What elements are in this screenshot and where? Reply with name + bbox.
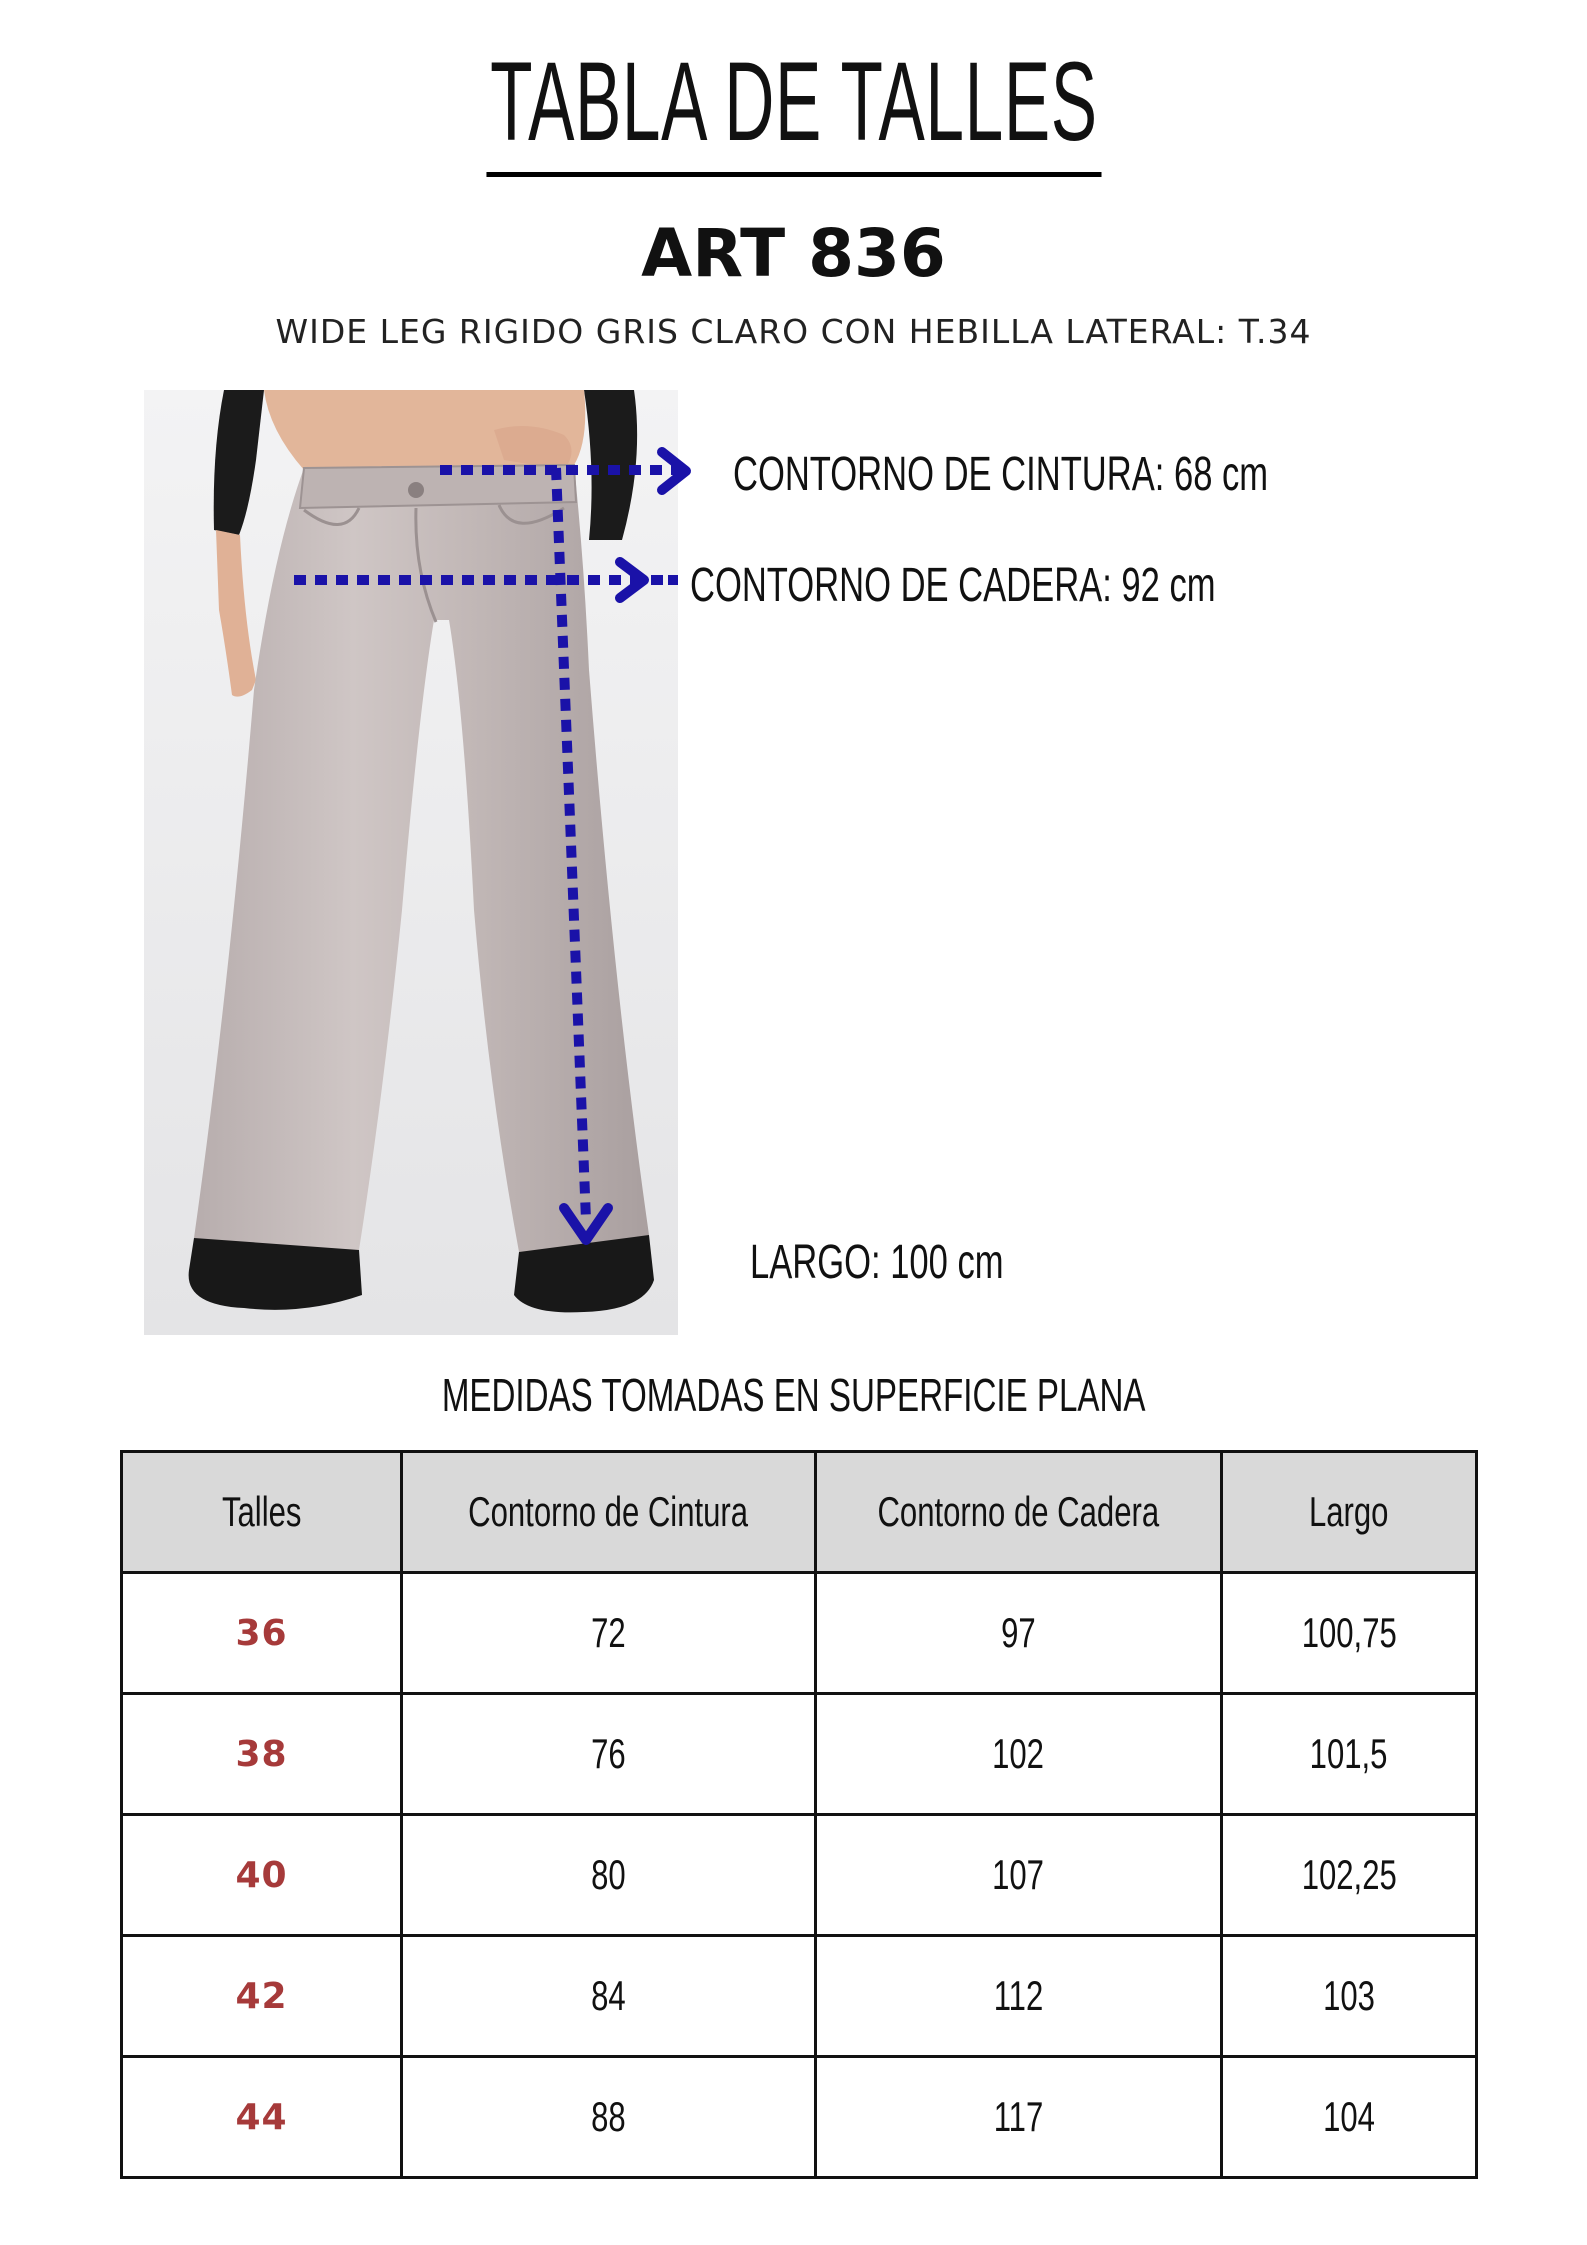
article-code: ART 836 [641, 215, 946, 292]
table-row [122, 2057, 1477, 2178]
hip-cell: 102 [816, 1694, 1222, 1815]
size-cell: 44 [122, 2057, 402, 2178]
length-cell: 100,75 [1222, 1573, 1477, 1694]
hip-cell: 117 [816, 2057, 1222, 2178]
size-cell: 36 [122, 1573, 402, 1694]
length-measurement: LARGO: 100 cm [750, 1236, 1004, 1289]
product-description: WIDE LEG RIGIDO GRIS CLARO CON HEBILLA LATERAL: T.34 [275, 312, 1312, 351]
hip-cell: 112 [816, 1936, 1222, 2057]
header-talles: Talles [122, 1452, 402, 1573]
table-row [122, 1815, 1477, 1936]
measurement-note: MEDIDAS TOMADAS EN SUPERFICIE PLANA [441, 1369, 1146, 1421]
waist-cell: 80 [402, 1815, 816, 1936]
length-cell: 102,25 [1222, 1815, 1477, 1936]
hip-arrowhead [620, 562, 644, 598]
header-cadera: Contorno de Cadera [816, 1452, 1222, 1573]
length-cell: 103 [1222, 1936, 1477, 2057]
hip-cell: 107 [816, 1815, 1222, 1936]
hip-measurement: CONTORNO DE CADERA: 92 cm [690, 559, 1216, 612]
header-largo: Largo [1222, 1452, 1477, 1573]
size-cell: 42 [122, 1936, 402, 2057]
waist-cell: 76 [402, 1694, 816, 1815]
length-cell: 104 [1222, 2057, 1477, 2178]
waist-measurement: CONTORNO DE CINTURA: 68 cm [733, 448, 1269, 501]
size-cell: 38 [122, 1694, 402, 1815]
size-table [120, 1450, 1478, 2179]
hip-cell: 97 [816, 1573, 1222, 1694]
length-cell: 101,5 [1222, 1694, 1477, 1815]
page-title: TABLA DE TALLES [486, 40, 1101, 177]
waist-cell: 84 [402, 1936, 816, 2057]
header-cintura: Contorno de Cintura [402, 1452, 816, 1573]
waist-cell: 72 [402, 1573, 816, 1694]
table-row [122, 1573, 1477, 1694]
waist-cell: 88 [402, 2057, 816, 2178]
size-cell: 40 [122, 1815, 402, 1936]
table-row [122, 1936, 1477, 2057]
waist-arrowhead [662, 452, 686, 490]
table-row [122, 1694, 1477, 1815]
table-header-row [122, 1452, 1477, 1573]
